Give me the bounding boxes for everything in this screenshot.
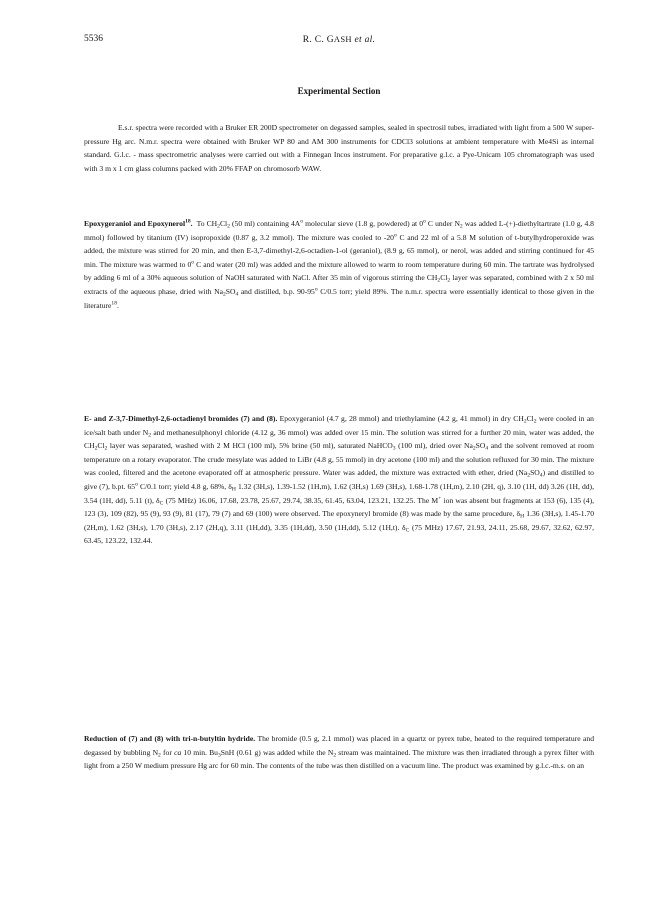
paragraph-epoxygeraniol: Epoxygeraniol and Epoxynerol$^{18}$. To $CH_2Cl_2$ (50 ml) containing $4A^o$ molecular sieve (1.8 g, powdered) at 0$^o$ C under $N_2$ was added L-(+)-diethyltartrate (1.0 g, 4.8 mmol) followed by titanium (IV) isopropoxide (0.87 g, 3.2 mmol). The mixture was cooled to -20$^o$ C and 22 ml of a 5.8 M solution of t-butylhydroperoxide was added, the mixture was stirred for 20 min, and then E-3,7-dimethyl-2,6-octadien-1-ol (geraniol), (8.9 g, 65 mmol), or nerol, was added and stirring continued for 45 min. The mixture was warmed to 0$^o$ C and water (20 ml) was added and the mixture allowed to warm to room temperature during 60 min. The tartrate was hydrolysed by adding 6 ml of a 30% aqueous solution of NaOH saturated with NaCl. After 35 min of vigorous stirring the $CH_2Cl_2$ layer was separated, combined with 2 x 50 ml extracts of the aqueous phase, dried with $Na_2SO_4$ and distilled, b.p. 90-95$^o$ C/0.5 torr; yield 89%. The n.m.r. spectra were essentially identical to those given in the literature$^{18}$. xyxy=(84,218,594,310)
running-head xyxy=(84,34,594,48)
paragraph-heading: E- and Z-3,7-Dimethyl-2,6-octadienyl bromides (7) and (8). xyxy=(84,414,278,423)
paragraph-bromides: E- and Z-3,7-Dimethyl-2,6-octadienyl bromides (7) and (8). Epoxygeraniol (4.7 g, 28 mmol) and triethylamine (4.2 g, 41 mmol) in dry $CH_2Cl_2$ were cooled in an ice/salt bath under $N_2$ and methanesulphonyl chloride (4.12 g, 36 mmol) was added over 15 min. The solution was stirred for a further 20 min, water was added, the $CH_2Cl_2$ layer was separated, washed with 2 M HCl (100 ml), 5% brine (50 ml), saturated NaHCO$_3$ (100 ml), dried over $Na_2SO_4$ and the solvent removed at room temperature on a rotary evaporator. The crude mesylate was added to LiBr (4.8 g, 55 mmol) in dry acetone (100 ml) and the solution refluxed for 30 min. The mixture was cooled, filtered and the acetone evaporated off at atmospheric pressure. Water was added, the mixture was extracted with ether, dried $(Na_2SO_4)$ and distilled to give (7), b.pt. 65$^o$ C/0.1 torr; yield 4.8 g, 68%, $\delta_H$ 1.32 (3H,s), 1.39-1.52 (1H,m), 1.62 (3H,s) 1.69 (3H,s), 1.68-1.78 (1H,m), 2.10 (2H, q), 3.10 (1H, dd) 3.26 (1H, dd), 3.54 (1H, dd), 5.11 (t), $\delta_C$ (75 MHz) 16.06, 17.68, 23.78, 25.67, 29.74, 38.35, 61.45, 63.04, 123.21, 132.25. The M+ ion was absent but fragments at 153 (6), 135 (4), 123 (3), 109 (82), 95 (9), 93 (9), 81 (17), 79 (7) and 69 (100) were observed. The epoxyneryl bromide (8) was made by the same procedure, $\delta_H$ 1.36 (3H,s), 1.45-1.70 (2H,m), 1.62 (3H,s), 1.70 (3H,s), 2.17 (2H,q), 3.11 (1H,dd), 3.35 (1H,dd), 3.50 (1H,dd), 5.12 (1H,t). $\delta_C$ (75 MHz) 17.67, 21.93, 24.11, 25.68, 29.67, 32.62, 62.97, 63.45, 123.22, 132.44. xyxy=(84,414,595,546)
paragraph-instruments: E.s.r. spectra were recorded with a Bruker ER 200D spectrometer on degassed samples, sealed in spectrosil tubes, irradiated with light from a 500 W super-pressure Hg arc. N.m.r. spectra were obtained with Bruker WP 80 and AM 300 instruments for CDCl3 solutions at ambient temperature with Me4Si as internal standard. G.l.c. - mass spectrometric analyses were carried out with a Finnegan Incos instrument. For preparative g.l.c. a Pye-Unicam 105 chromatograph was used with 3 m x 1 cm glass columns packed with 20% FFAP on chromosorb WAW. xyxy=(84,123,594,173)
running-head-authors: R. C. GASH et al. xyxy=(302,34,376,45)
paragraph-heading: Epoxygeraniol and Epoxynerol$^{18}$. xyxy=(84,218,193,228)
section-title: Experimental Section xyxy=(297,86,381,96)
paragraph-reduction: Reduction of (7) and (8) with tri-n-butyltin hydride. The bromide (0.5 g, 2.1 mmol) was placed in a quartz or pyrex tube, heated to the required temperature and degassed by bubbling $N_2$ for ca 10 min. $Bu_3SnH$ (0.61 g) was added while the $N_2$ stream was maintained. The mixture was then irradiated through a pyrex filter with light from a 250 W medium pressure Hg arc for 60 min. The contents of the tube was then distilled on a vacuum line. The product was examined by g.l.c.-m.s. on an xyxy=(84,734,595,771)
paragraph-heading: Reduction of (7) and (8) with tri-n-butyltin hydride. xyxy=(84,734,256,743)
page-number: 5536 xyxy=(84,34,103,44)
